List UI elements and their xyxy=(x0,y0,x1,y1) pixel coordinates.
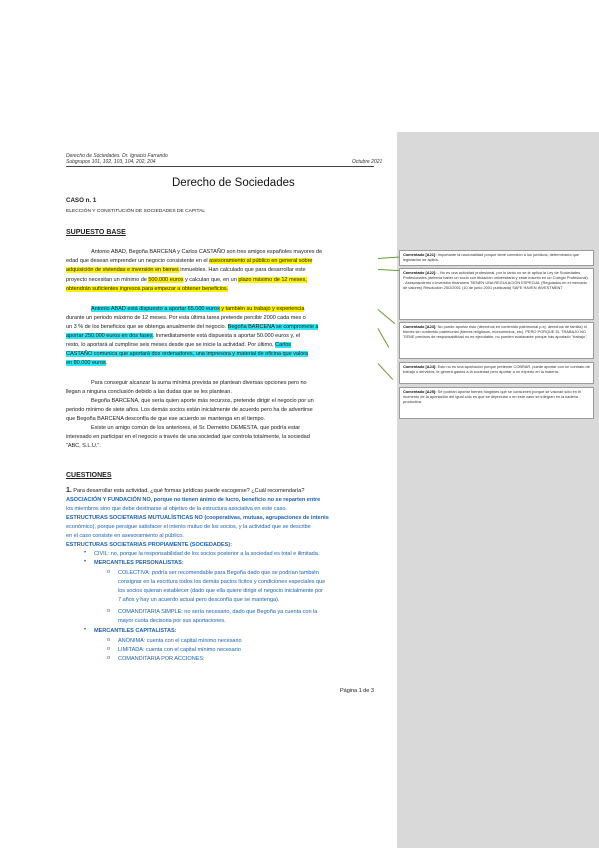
p3-line3: Begoña BARCENA, que sería quien aporte más recursos, pretende dirigir el negocio por un xyxy=(91,398,314,404)
p1-line2: edad que desean emprender un negocio consistente en el asesoramiento al público en general sobre xyxy=(66,258,313,264)
comment-A24[interactable]: Comentado [A24]: Esto no es una aportación porque pretende COBRAR, puede aportar con un contrato de trabajo o servicios, le genera gastos a la sociedad pero aportar a un experto en la materia. xyxy=(399,362,594,384)
case-number: CASO n. 1 xyxy=(66,197,97,204)
p2-line6: CASTAÑO comunica que aportará dos ordenadores, una impresora y material de oficina que valora xyxy=(66,351,309,357)
circle-bullet-icon: o xyxy=(107,569,111,575)
circle-bullet-icon: o xyxy=(107,646,111,652)
p2-line7: en 80.000 euros. xyxy=(66,360,108,366)
section-cuestiones: CUESTIONES xyxy=(66,472,112,479)
p3-line4: periodo mínimo de siete años. Los demás socios están inicialmente de acuerdo pero ha de advertirse xyxy=(66,407,313,413)
list-comanditaria-simple-2: mayor cuota decisoria por sus aportaciones. xyxy=(118,618,226,624)
bullet-icon: • xyxy=(84,550,87,556)
p1-line3: adquisición de viviendas e inversión en bienes inmuebles. Han calculado que para desarrollar este xyxy=(66,267,306,273)
p1-line1: Antonio ABAD, Begoña BARCENA y Carlos CASTAÑO son tres amigos españoles mayores de xyxy=(91,249,323,255)
list-anonima: ANÓNIMA: cuenta con el capital mínimo necesario xyxy=(118,638,242,644)
list-colectiva-4: 7 años y hay un acuerdo actual pero desconfía que se mantenga). xyxy=(118,597,280,603)
comment-A25[interactable]: Comentado [A25]: Se podrían aportar bienes fungibles que se consumen porque se valoran sólo en el momento de la aportación del igual sólo es que se deprecian o en este caso se integran en la cadena productiva. xyxy=(399,387,594,419)
header-subgroups: Subgrupos 101, 102, 103, 104, 202, 204 xyxy=(66,159,156,165)
comment-A23[interactable]: Comentado [A23]: No puede aportar esto (derechos en contenido patrimonial p.ej. derechos de familia) ni bienes sin contenido patrimonial (bienes religiosos, monumentos, etc). PERO PORQUE EL TRABAJO NO TIENE precisos de responsabilidad no es ejecutable, no pueden ecalavante porque has aportado "trabajo". xyxy=(399,322,594,359)
p3-line5: que Begoña BARCENA desconfía de que ese acuerdo se mantenga en el tiempo. xyxy=(66,416,266,422)
list-comanditaria-acciones: COMANDITARIA POR ACCIONES: xyxy=(118,656,205,662)
list-capitalistas: MERCANTILES CAPITALISTAS: xyxy=(94,628,177,634)
answer-line6: ESTRUCTURAS SOCIETARIAS PROPIAMENTE (SOCIEDADES): xyxy=(66,542,232,548)
answer-line1: ASOCIACIÓN Y FUNDACIÓN NO, porque no tienen ánimo de lucro, beneficio no se reparten entre xyxy=(66,497,321,503)
p2-line4: aportar 250.000 euros en dos fases. Inmediatamente está dispuesta a aportar 50.000 euros y, el xyxy=(66,333,301,339)
page-top-area xyxy=(397,0,599,132)
p3-line2: llegan a ninguna conclusión debido a las dudas que se les plantean. xyxy=(66,389,232,395)
circle-bullet-icon: o xyxy=(107,637,111,643)
answer-line4: económico), porque persigue satisfacer el interés mutuo de los socios, y la actividad que se describe xyxy=(66,524,311,530)
section-supuesto: SUPUESTO BASE xyxy=(66,229,126,236)
p2-line5: resto, lo aportará al cumplirse seis meses desde que se inicie la actividad. Por último, Carlos xyxy=(66,342,292,348)
case-subtitle: ELECCIÓN Y CONSTITUCIÓN DE SOCIEDADES DE CAPITAL xyxy=(66,209,206,214)
circle-bullet-icon: o xyxy=(107,608,111,614)
p2-line1: Antonio ABAD está dispuesto a aportar 65.000 euros y también su trabajo y experiencia xyxy=(91,306,305,312)
answer-line5: en el caso consiste en asesoramiento al público. xyxy=(66,533,184,539)
comment-A21[interactable]: Comentado [A21]: Importante la nacionalidad porque tiene conexión a los jurídicos, determinaría que legislación se aplica. xyxy=(399,250,594,266)
header-date: Octubre 2021 xyxy=(352,159,383,165)
p3-line8: “ABC, S.L.U.”. xyxy=(66,443,101,449)
p3-line1: Para conseguir alcanzar la suma mínima prevista se plantean diversas opciones pero no xyxy=(91,380,307,386)
header-rule xyxy=(66,166,374,167)
p3-line6: Existe un amigo común de los anteriores, el Sr. Demetrio DEMESTA, que podría estar xyxy=(91,425,301,431)
p2-line2: durante un periodo máximo de 12 meses. Por esta última tarea pretende percibir 2000 cada mes o xyxy=(66,315,306,321)
answer-line3: ESTRUCTURAS SOCIETARIAS MUTUALÍSTICAS NO (cooperativas, mutuas, agrupaciones de interés xyxy=(66,515,329,521)
list-colectiva: COLECTIVA: podría ser recomendable para Begoña dado que se podrían también xyxy=(118,570,319,576)
list-colectiva-2: consignar en la escritura todos los demás pactos lícitos y condiciones especiales que xyxy=(118,579,326,585)
bullet-icon: • xyxy=(84,627,87,633)
comment-A22[interactable]: Comentado [A22]: - No es una actividad profesional, por lo tanto no se le aplica la Ley de Sociedades Profesionales (debería haber un socio con titulación universitaria y estar inscrito en un Colegio Profesional). - Asesoramiento o inversión financiera TIENEN UNA REGULACIÓN ESPECIAL (Regulados en el mercado de valores) Resolución 25/2/2001 (10 de junio 2001 publicada) SAFE HAVEN INVESTMENT xyxy=(399,268,594,320)
p1-line5: obtendrán suficientes ingresos para empezar a obtener beneficios. xyxy=(66,286,229,292)
header-author: Derecho de Sociedades. Dr. Ignacio Farrando xyxy=(66,153,168,159)
list-civil: CIVIL: no, porque la responsabilidad de los socios posterior a la sociedad es total e ilimitada. xyxy=(94,551,320,557)
list-limitada: LIMITADA: cuenta con el capital mínimo necesario xyxy=(118,647,241,653)
list-comanditaria-simple: COMANDITARIA SIMPLE: no sería necesario, dado que Begoña ya cuenta con la xyxy=(118,609,318,615)
circle-bullet-icon: o xyxy=(107,655,111,661)
page-number: Página 1 de 3 xyxy=(340,688,374,694)
answer-line2: los miembros sino que debe destinarse al objetivo de la estructura asociativa en este caso. xyxy=(66,506,287,512)
document-title: Derecho de Sociedades xyxy=(172,177,295,189)
question-1: 1. Para desarrollar esta actividad, ¿qué formas jurídicas puede escogerse? ¿Cuál recomendaría? xyxy=(66,487,305,494)
list-colectiva-3: los socios quieran establecer (dado que ella quiere dirigir el negocio inicialmente por xyxy=(118,588,323,594)
p3-line7: interesado en participar en el negocio a través de una sociedad que controla totalmente, la sociedad xyxy=(66,434,310,440)
bullet-icon: • xyxy=(84,559,87,565)
p2-line3: un 3 % de los beneficios que se obtenga anualmente del negocio. Begoña BARCENA se compromete a xyxy=(66,324,319,330)
list-personalistas: MERCANTILES PERSONALISTAS: xyxy=(94,560,184,566)
p1-line4: proyecto necesitan un mínimo de 500.000 euros y calculan que, en un plazo máximo de 12 meses, xyxy=(66,277,307,283)
